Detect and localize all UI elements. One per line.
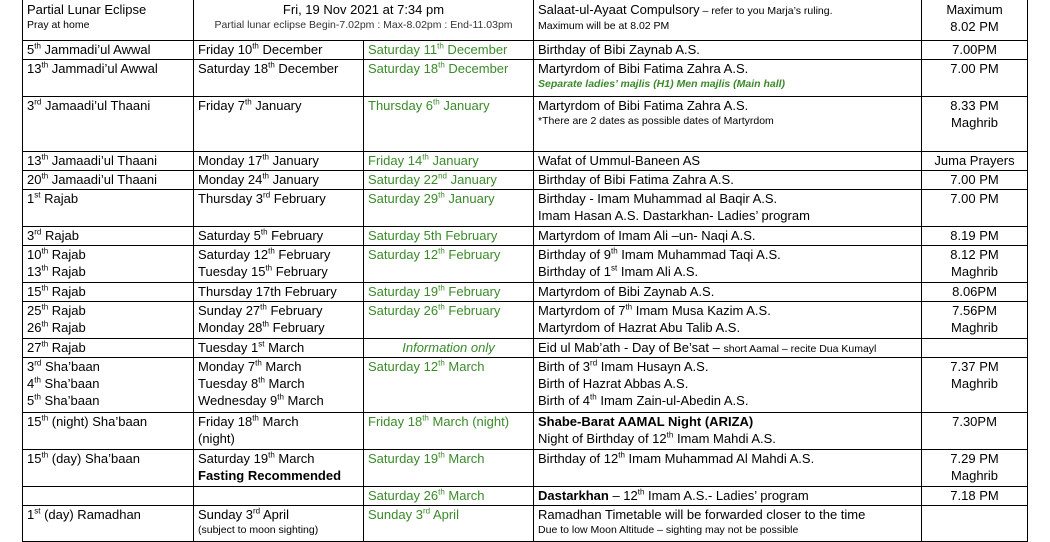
date: Friday 7th January [198, 97, 302, 113]
ordinal-suffix: th [260, 227, 268, 237]
event-title: Imam Hasan A.S. Dastarkhan- Ladies’ program [538, 208, 810, 223]
event-cell [534, 339, 922, 358]
time: Maghrib [951, 320, 998, 335]
islamic-date: 13th Jamaadi’ul Thaani [27, 152, 158, 168]
ordinal-suffix: th [262, 152, 269, 162]
ordinal-suffix: th [41, 413, 49, 423]
date-cell [194, 97, 364, 152]
ordinal-suffix: th [268, 246, 275, 256]
islamic-date-cell [23, 97, 194, 152]
event-title: Birthday of Bibi Fatima Zahra A.S. [538, 172, 734, 187]
ordinal-suffix: th [590, 392, 597, 402]
event-title: Martyrdom of Hazrat Abu Talib A.S. [538, 320, 741, 335]
islamic-date: 13th Rajab [27, 263, 86, 279]
program-date: Friday 14th January [368, 152, 479, 168]
time: Maghrib [951, 376, 998, 391]
ordinal-suffix: th [41, 171, 49, 181]
date-cell [194, 506, 364, 542]
islamic-date-cell [23, 413, 194, 450]
islamic-date: 15th Rajab [27, 283, 86, 299]
ordinal-suffix: th [637, 487, 645, 497]
time-cell [922, 283, 1028, 302]
program-date-cell [364, 487, 534, 506]
time-cell [922, 41, 1028, 60]
ordinal-suffix: rd [34, 227, 42, 237]
date: (night) [198, 431, 235, 446]
ordinal-suffix: th [438, 190, 445, 200]
islamic-date-cell [23, 227, 194, 246]
time-cell [922, 487, 1028, 506]
program-date: Saturday 19th February [368, 283, 501, 299]
salaat-cell [534, 0, 922, 41]
eclipse-note: Pray at home [27, 19, 90, 31]
ordinal-suffix: th [41, 283, 49, 293]
ordinal-suffix: th [262, 171, 269, 181]
table-row [23, 413, 1028, 450]
time: 7.37 PM [950, 359, 999, 374]
table-row [23, 171, 1028, 190]
time: 7.00PM [952, 42, 997, 57]
event-title: Birth of 3rd Imam Husayn A.S. [538, 358, 709, 374]
eclipse-cell [23, 0, 194, 41]
islamic-date-cell [23, 283, 194, 302]
date-cell [194, 227, 364, 246]
time-cell [922, 60, 1028, 97]
ordinal-suffix: th [268, 60, 275, 70]
ordinal-suffix: th [262, 319, 269, 329]
event-cell [534, 41, 922, 60]
ordinal-suffix: th [438, 283, 445, 293]
date: Saturday 18th December [198, 60, 339, 76]
time-cell [922, 339, 1028, 358]
event-title: Martyrdom of Bibi Fatima Zahra A.S. [538, 98, 749, 113]
table-row [23, 358, 1028, 413]
ordinal-suffix: th [422, 152, 429, 162]
islamic-date: 1st Rajab [27, 190, 79, 206]
date-cell [194, 413, 364, 450]
event-cell [534, 171, 922, 190]
program-date-cell [364, 450, 534, 487]
event-title: Wafat of Ummul-Baneen AS [538, 153, 701, 168]
islamic-date-cell [23, 339, 194, 358]
information-only-label: Information only [402, 340, 495, 355]
program-date: Saturday 11th December [368, 41, 508, 57]
event-cell [534, 302, 922, 339]
date-cell [194, 41, 364, 60]
islamic-date: 15th (night) Sha’baan [27, 413, 148, 429]
program-date: Saturday 5th February [368, 228, 498, 243]
ordinal-suffix: rd [590, 358, 598, 368]
program-date-cell [364, 413, 534, 450]
event-title: Martyrdom of Imam Ali –un- Naqi A.S. [538, 228, 756, 243]
date: Tuesday 8th March [198, 375, 305, 391]
islamic-date: 13th Jammadi’ul Awwal [27, 60, 158, 76]
table-row [23, 487, 1028, 506]
event-note: Separate ladies’ majlis (H1) Men majlis (Main hall) [538, 78, 786, 90]
events-table [22, 0, 1028, 542]
event-cell [534, 450, 922, 487]
date: Saturday 12th February [198, 246, 331, 262]
eclipse-times: Partial lunar eclipse Begin-7.02pm : Max-8.02pm : End-11.03pm [214, 19, 513, 31]
ordinal-suffix: th [41, 246, 49, 256]
islamic-date-cell [23, 41, 194, 60]
event-note: *There are 2 dates as possible dates of Martyrdom [538, 115, 774, 127]
table-row [23, 227, 1028, 246]
program-date-cell [364, 227, 534, 246]
program-date: Saturday 26th February [368, 302, 501, 318]
ordinal-suffix: th [41, 152, 49, 162]
time: 7.30PM [952, 414, 997, 429]
table-row [23, 283, 1028, 302]
time: 7.18 PM [950, 488, 999, 503]
time-cell [922, 152, 1028, 171]
islamic-date: 26th Rajab [27, 319, 86, 335]
islamic-date: 10th Rajab [27, 246, 86, 262]
table-row [23, 190, 1028, 227]
ordinal-suffix: th [422, 413, 429, 423]
ordinal-suffix: rd [252, 506, 261, 516]
event-cell [534, 358, 922, 413]
ordinal-suffix: th [438, 487, 445, 497]
ordinal-suffix: th [268, 450, 275, 460]
ordinal-suffix: th [618, 450, 625, 460]
program-date-cell [364, 302, 534, 339]
ordinal-suffix: th [258, 375, 265, 385]
islamic-date: 4th Sha’baan [27, 375, 100, 391]
ordinal-suffix: th [438, 302, 445, 312]
event-title: Birthday of 1st Imam Ali A.S. [538, 263, 699, 279]
event-note: short Aamal – recite Dua Kumayl [723, 343, 877, 355]
islamic-date-cell [23, 246, 194, 283]
time: 8.06PM [952, 284, 997, 299]
time: 7.00 PM [950, 191, 999, 206]
program-date-cell [364, 358, 534, 413]
event-cell [534, 97, 922, 152]
ordinal-suffix: th [277, 392, 284, 402]
time: 7.56PM [952, 303, 997, 318]
ordinal-suffix: nd [438, 171, 448, 181]
event-title: Birth of 4th Imam Zain-ul-Abedin A.S. [538, 392, 749, 408]
ordinal-suffix: th [666, 430, 674, 440]
islamic-date: 25th Rajab [27, 302, 86, 318]
table-row [23, 41, 1028, 60]
time-cell [922, 302, 1028, 339]
event-title: Birthday - Imam Muhammad al Baqir A.S. [538, 191, 778, 206]
program-date-cell [364, 152, 534, 171]
ordinal-suffix: st [34, 190, 41, 200]
event-cell [534, 487, 922, 506]
ordinal-suffix: th [255, 358, 262, 368]
time: Maghrib [951, 468, 998, 483]
date: Monday 28th February [198, 319, 325, 335]
time-cell [922, 506, 1028, 542]
date: Thursday 3rd February [198, 190, 326, 206]
event-title-bold: Dastarkhan [538, 488, 609, 503]
time: 7.29 PM [950, 451, 999, 466]
islamic-date: 3rd Sha’baan [27, 358, 100, 374]
ordinal-suffix: th [41, 319, 49, 329]
time-cell [922, 227, 1028, 246]
date: Sunday 3rd April [198, 506, 289, 522]
event-title: Martyrdom of Bibi Zaynab A.S. [538, 284, 715, 299]
event-title: Ramadhan Timetable will be forwarded closer to the time [538, 507, 866, 522]
event-cell [534, 190, 922, 227]
table-row [23, 60, 1028, 97]
date: Monday 7th March [198, 358, 302, 374]
islamic-date: 5th Jammadi’ul Awwal [27, 41, 151, 57]
time: 7.00 PM [950, 61, 999, 76]
time-cell [922, 97, 1028, 152]
ordinal-suffix: th [34, 375, 41, 385]
program-date-cell [364, 246, 534, 283]
time: Maghrib [951, 264, 998, 279]
maximum-label: Maximum [946, 2, 1003, 17]
date-note: (subject to moon sighting) [198, 524, 319, 536]
table-row [23, 450, 1028, 487]
table-row [23, 506, 1028, 542]
program-date-cell [364, 339, 534, 358]
event-title: Birth of Hazrat Abbas A.S. [538, 376, 689, 391]
event-title: Birthday of 9th Imam Muhammad Taqi A.S. [538, 246, 781, 262]
table-row [23, 246, 1028, 283]
time-cell [922, 246, 1028, 283]
program-date: Saturday 26th March [368, 487, 485, 503]
date-cell [194, 246, 364, 283]
islamic-date: 27th Rajab [27, 339, 86, 355]
program-date: Saturday 12th February [368, 246, 501, 262]
eclipse-date: Fri, 19 Nov 2021 at 7:34 pm [282, 2, 445, 17]
date-cell [194, 60, 364, 97]
date-cell [194, 190, 364, 227]
event-cell [534, 283, 922, 302]
ordinal-suffix: rd [263, 190, 271, 200]
ordinal-suffix: rd [422, 506, 431, 516]
table-row [23, 152, 1028, 171]
eclipse-title: Partial Lunar Eclipse [27, 2, 147, 17]
ordinal-suffix: th [438, 450, 445, 460]
program-date: Saturday 29th January [368, 190, 495, 206]
date: Tuesday 15th February [198, 263, 328, 279]
islamic-date-cell [23, 152, 194, 171]
header-row [23, 0, 1028, 41]
ordinal-suffix: th [438, 60, 445, 70]
program-date-cell [364, 97, 534, 152]
islamic-date: 15th (day) Sha’baan [27, 450, 140, 466]
event-title: Shabe-Barat AAMAL Night (ARIZA) [538, 414, 754, 429]
date: Monday 24th January [198, 171, 319, 187]
islamic-date-cell [23, 171, 194, 190]
maximum-cell [922, 0, 1028, 41]
salaat-title: Salaat-ul-Ayaat Compulsory [538, 2, 700, 17]
ordinal-suffix: th [41, 450, 49, 460]
event-title: Birthday of Bibi Zaynab A.S. [538, 42, 700, 57]
program-date-cell [364, 190, 534, 227]
eclipse-date-cell [194, 0, 534, 41]
event-title: Dastarkhan – 12th Imam A.S.- Ladies’ program [538, 487, 809, 503]
ordinal-suffix: th [252, 413, 259, 423]
time: Juma Prayers [934, 153, 1015, 168]
ordinal-suffix: th [437, 41, 444, 51]
event-title: Night of Birthday of 12th Imam Mahdi A.S. [538, 430, 776, 446]
date-cell [194, 487, 364, 506]
islamic-date: 5th Sha’baan [27, 392, 100, 408]
table-row [23, 97, 1028, 152]
date: Monday 17th January [198, 152, 319, 168]
islamic-date-cell [23, 487, 194, 506]
ordinal-suffix: th [244, 97, 252, 107]
islamic-date: 3rd Rajab [27, 227, 79, 243]
time-cell [922, 190, 1028, 227]
date-note: Fasting Recommended [198, 468, 342, 483]
time-cell [922, 171, 1028, 190]
program-date: Saturday 12th March [368, 358, 485, 374]
maximum-time: 8.02 PM [950, 19, 999, 34]
program-date-cell [364, 506, 534, 542]
time: 7.00 PM [950, 172, 999, 187]
ordinal-suffix: th [265, 263, 273, 273]
salaat-note: – refer to you Marja’s ruling. [699, 5, 833, 17]
date-cell [194, 152, 364, 171]
event-cell [534, 506, 922, 542]
program-date-cell [364, 171, 534, 190]
program-date: Saturday 22nd January [368, 171, 497, 187]
date-cell [194, 358, 364, 413]
ordinal-suffix: th [438, 358, 445, 368]
event-note: Due to low Moon Altitude – sighting may not be possible [538, 524, 799, 536]
event-cell [534, 413, 922, 450]
ordinal-suffix: st [34, 506, 41, 516]
ordinal-suffix: rd [34, 358, 42, 368]
ordinal-suffix: th [433, 97, 440, 107]
event-title: Martyrdom of Bibi Fatima Zahra A.S. [538, 61, 749, 76]
ordinal-suffix: th [41, 263, 49, 273]
ordinal-suffix: th [611, 246, 618, 256]
date: Tuesday 1st March [198, 339, 305, 355]
program-date: Saturday 18th December [368, 60, 509, 76]
ordinal-suffix: th [41, 339, 49, 349]
program-date: Friday 18th March (night) [368, 413, 510, 429]
date: Friday 18th March [198, 413, 299, 429]
date-cell [194, 171, 364, 190]
islamic-date-cell [23, 60, 194, 97]
islamic-date: 1st (day) Ramadhan [27, 506, 141, 522]
ordinal-suffix: st [611, 263, 618, 273]
ordinal-suffix: th [252, 41, 259, 51]
event-cell [534, 152, 922, 171]
time: 8.12 PM [950, 247, 999, 262]
time: 8.19 PM [950, 228, 999, 243]
date-cell [194, 450, 364, 487]
islamic-date: 3rd Jamaadi’ul Thaani [27, 97, 151, 113]
islamic-date-cell [23, 190, 194, 227]
ordinal-suffix: rd [34, 97, 42, 107]
ordinal-suffix: th [260, 302, 267, 312]
islamic-date-cell [23, 450, 194, 487]
ordinal-suffix: st [258, 339, 265, 349]
date: Friday 10th December [198, 41, 323, 57]
event-cell [534, 246, 922, 283]
event-cell [534, 227, 922, 246]
salaat-maximum-note: Maximum will be at 8.02 PM [538, 20, 670, 32]
event-title: Birthday of 12th Imam Muhammad Al Mahdi A.S. [538, 450, 815, 466]
program-date: Saturday 19th March [368, 450, 485, 466]
date-cell [194, 339, 364, 358]
program-date-cell [364, 60, 534, 97]
time-cell [922, 358, 1028, 413]
date: Saturday 5th February [198, 227, 324, 243]
ordinal-suffix: th [34, 392, 41, 402]
event-title: Martyrdom of 7th Imam Musa Kazim A.S. [538, 302, 771, 318]
program-date: Thursday 6th January [368, 97, 490, 113]
time-cell [922, 413, 1028, 450]
ordinal-suffix: th [438, 246, 445, 256]
date: Thursday 17th February [198, 284, 337, 299]
time: Maghrib [951, 115, 998, 130]
date-cell [194, 302, 364, 339]
islamic-date-cell [23, 506, 194, 542]
program-date-cell [364, 283, 534, 302]
table-row [23, 302, 1028, 339]
date-cell [194, 283, 364, 302]
ordinal-suffix: th [625, 302, 633, 312]
program-date: Sunday 3rd April [368, 506, 459, 522]
date: Saturday 19th March [198, 450, 315, 466]
date: Sunday 27th February [198, 302, 323, 318]
ordinal-suffix: th [34, 41, 41, 51]
table-row [23, 339, 1028, 358]
event-cell [534, 60, 922, 97]
program-date-cell [364, 41, 534, 60]
islamic-date: 20th Jamaadi’ul Thaani [27, 171, 158, 187]
ordinal-suffix: th [41, 302, 49, 312]
time: 8.33 PM [950, 98, 999, 113]
ordinal-suffix: th [41, 60, 49, 70]
date: Wednesday 9th March [198, 392, 324, 408]
islamic-date-cell [23, 358, 194, 413]
islamic-date-cell [23, 302, 194, 339]
time-cell [922, 450, 1028, 487]
event-title: Eid ul Mab’ath - Day of Be’sat – short Aamal – recite Dua Kumayl [538, 340, 877, 355]
